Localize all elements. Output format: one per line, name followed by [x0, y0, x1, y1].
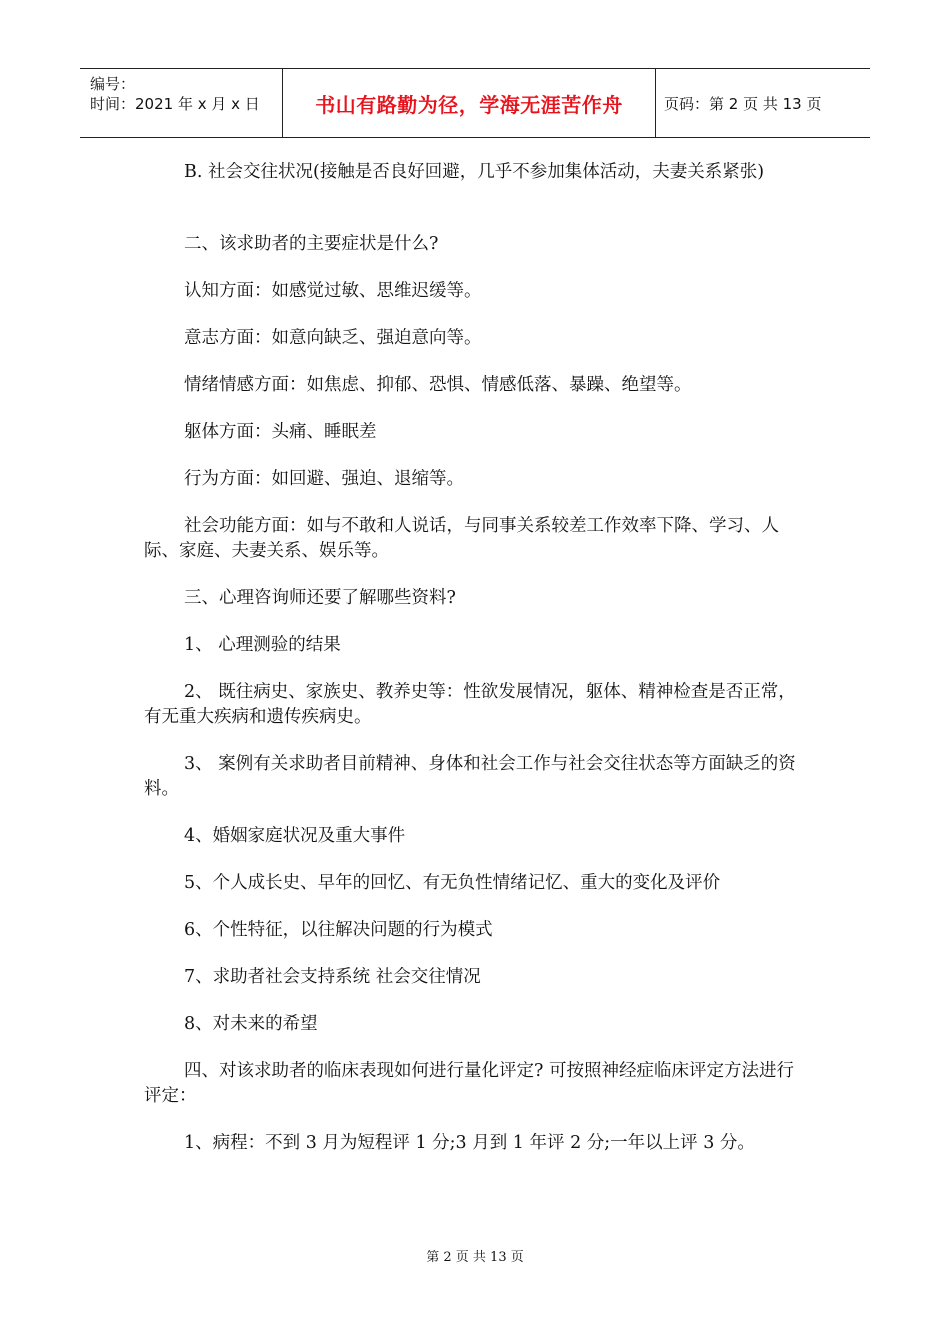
list-item: 1、 心理测验的结果: [184, 635, 341, 655]
list-item: 5、个人成长史、早年的回忆、有无负性情绪记忆、重大的变化及评价: [184, 873, 721, 893]
paragraph: 意志方面：如意向缺乏、强迫意向等。: [184, 328, 482, 348]
number-label: 编号：: [90, 75, 136, 93]
list-item: 1、病程：不到 3 月为短程评 1 分;3 月到 1 年评 2 分;一年以上评 3 分。: [184, 1133, 755, 1153]
page-header: [80, 68, 870, 138]
paragraph: 社会功能方面：如与不敢和人说话，与同事关系较差工作效率下降、学习、人际、家庭、夫妻关系、娱乐等。: [144, 516, 779, 561]
list-item: 6、个性特征，以往解决问题的行为模式: [184, 920, 493, 940]
section-heading: 四、对该求助者的临床表现如何进行量化评定? 可按照神经症临床评定方法进行评定：: [144, 1061, 794, 1106]
paragraph: 躯体方面：头痛、睡眠差: [184, 422, 377, 442]
paragraph: B. 社会交往状况(接触是否良好回避，几乎不参加集体活动，夫妻关系紧张): [184, 162, 765, 182]
date-label: 时间：2021 年 x 月 x 日: [90, 95, 260, 113]
header-meta-cell: [80, 69, 283, 137]
page-info: 页码：第 2 页 共 13 页: [664, 94, 822, 113]
paragraph: 行为方面：如回避、强迫、退缩等。: [184, 469, 464, 489]
list-item: 4、婚姻家庭状况及重大事件: [184, 826, 406, 846]
header-page-info-cell: [656, 69, 870, 137]
list-item: 2、 既往病史、家族史、教养史等：性欲发展情况，躯体、精神检查是否正常，有无重大疾病和遗传疾病史。: [144, 682, 796, 727]
section-heading: 二、该求助者的主要症状是什么?: [184, 234, 439, 254]
list-item: 7、求助者社会支持系统 社会交往情况: [184, 967, 481, 987]
list-item: 8、对未来的希望: [184, 1014, 318, 1034]
list-item: 3、 案例有关求助者目前精神、身体和社会工作与社会交往状态等方面缺乏的资料。: [144, 754, 796, 799]
section-heading: 三、心理咨询师还要了解哪些资料?: [184, 588, 456, 608]
header-motto: 书山有路勤为径，学海无涯苦作舟: [283, 69, 656, 137]
page-footer: 第 2 页 共 13 页: [426, 1250, 524, 1265]
paragraph: 情绪情感方面：如焦虑、抑郁、恐惧、情感低落、暴躁、绝望等。: [184, 375, 692, 395]
paragraph: 认知方面：如感觉过敏、思维迟缓等。: [184, 281, 482, 301]
